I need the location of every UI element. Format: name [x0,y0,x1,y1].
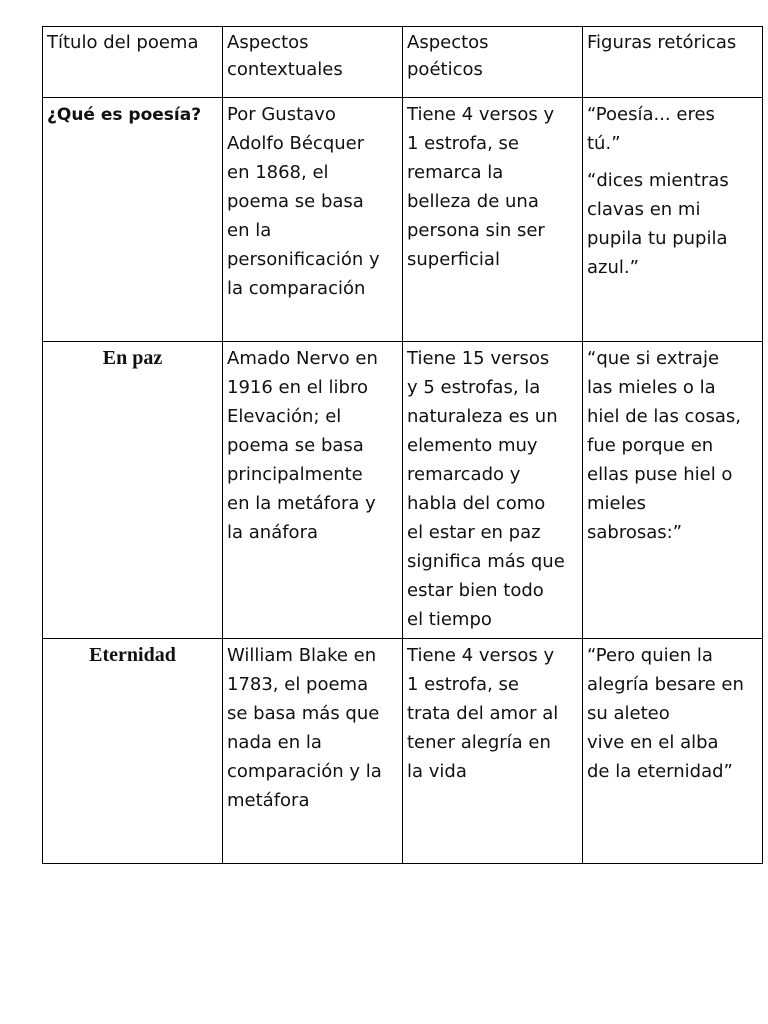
header-context-text: Aspectos contextuales [227,32,343,80]
context-cell [223,98,403,342]
header-cell-context [223,27,403,98]
header-title-text: Título del poema [47,32,199,53]
poetic-text: Tiene 4 versos y 1 estrofa, se trata del amor al tener alegría en la vida [407,645,559,782]
poetic-text: Tiene 15 versos y 5 estrofas, la naturaleza es un elemento muy remarcado y habla del como el estar en paz significa más que estar bien todo el tiempo [407,348,565,630]
poem-title: En paz [102,347,163,369]
table-header-row [43,27,763,98]
poetic-cell [403,342,583,639]
poem-title-cell [43,639,223,864]
context-text: William Blake en 1783, el poema se basa más que nada en la comparación y la metáfora [227,645,382,811]
context-cell [223,342,403,639]
figure-quote: “que si extraje las mieles o la hiel de las cosas, fue porque en ellas puse hiel o mieles sabrosas:” [587,348,741,543]
figure-quote: “Poesía... eres tú.” [587,104,715,154]
poetic-cell [403,98,583,342]
poem-title-cell [43,342,223,639]
header-cell-figures [583,27,763,98]
figure-quote: “dices mientras clavas en mi pupila tu pupila azul.” [587,170,729,278]
header-cell-poetic [403,27,583,98]
header-cell-title [43,27,223,98]
context-cell [223,639,403,864]
context-text: Amado Nervo en 1916 en el libro Elevación; el poema se basa principalmente en la metáfora y la anáfora [227,348,378,543]
poem-analysis-table [42,26,763,864]
poem-title: ¿Qué es poesía? [47,105,202,125]
table-row [43,639,763,864]
poetic-text: Tiene 4 versos y 1 estrofa, se remarca la belleza de una persona sin ser superficial [407,104,555,270]
table-row [43,98,763,342]
figure-quote: “Pero quien la alegría besare en su aleteo vive en el alba de la eternidad” [587,645,744,782]
figures-cell [583,639,763,864]
figures-cell [583,342,763,639]
header-figures-text: Figuras retóricas [587,32,737,53]
poem-title: Eternidad [89,644,176,666]
header-poetic-text: Aspectos poéticos [407,32,489,80]
context-text: Por Gustavo Adolfo Bécquer en 1868, el poema se basa en la personificación y la comparación [227,104,380,299]
figures-cell [583,98,763,342]
poem-title-cell [43,98,223,342]
poetic-cell [403,639,583,864]
table-row [43,342,763,639]
